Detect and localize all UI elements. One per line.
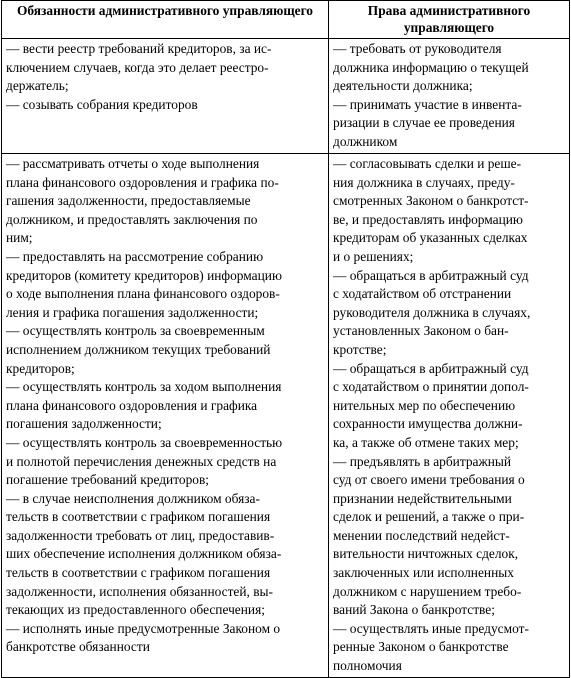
cell-text-line: должником с нарушением требо- xyxy=(333,583,522,599)
cell-text-line: деятельности должника; xyxy=(333,78,473,94)
cell-text-line: кротстве; xyxy=(333,341,387,357)
cell-text-line: должника информацию о текущей xyxy=(333,59,529,75)
cell-text-line: нительных мер по обеспечению xyxy=(333,397,516,413)
cell-text-line: погашения задолженности; xyxy=(6,416,162,432)
cell-text-line: ваний Закона о банкротстве; xyxy=(333,602,495,618)
cell-text-line: установленных Законом о бан- xyxy=(333,323,509,339)
cell-text-line: сохранности имущества должни- xyxy=(333,416,523,432)
cell-text-line: ризации в случае ее проведения xyxy=(333,115,515,131)
cell-text-line: и полнотой перечисления денежных средств на xyxy=(6,453,277,469)
cell-text-line: с ходатайством об отстранении xyxy=(333,286,512,302)
cell-text-line: — осуществлять контроль за своевременностью xyxy=(6,434,283,450)
cell-text-line: ления и графика погашения задолженности; xyxy=(6,304,259,320)
cell-text-line: — обращаться в арбитражный суд xyxy=(333,360,529,376)
cell-text-line: — осуществлять иные предусмот- xyxy=(333,620,529,636)
cell-text-line: менении последствий недейст- xyxy=(333,527,510,543)
cell-text-line: — предоставлять на рассмотрение собранию xyxy=(6,248,264,264)
cell-text-line: с ходатайством о принятии допол- xyxy=(333,379,529,395)
cell-text-line: плана финансового оздоровления и графика xyxy=(6,397,258,413)
cell-text-line: — в случае неисполнения должником обяза- xyxy=(6,490,260,506)
cell-text-line: тельств в соответствии с графиком погашения xyxy=(6,565,271,581)
cell-text-line: ших обеспечение исполнения должником обяза- xyxy=(6,546,282,562)
cell-text-line: кредиторов (комитету кредиторов) информацию xyxy=(6,267,282,283)
header-rights: Права административного управляющего xyxy=(329,1,570,39)
cell-text-line: кредиторам об указанных сделках xyxy=(333,230,528,246)
table-header-row xyxy=(2,1,570,39)
cell-text-line: признании недействительными xyxy=(333,490,512,506)
cell-text-line: должником xyxy=(333,133,398,149)
cell-text-line: — исполнять иные предусмотренные Законом о xyxy=(6,620,281,636)
cell-text-line: — требовать от руководителя xyxy=(333,41,502,56)
cell-text-line: ним; xyxy=(6,230,33,246)
cell-text-line: погашение требований кредиторов; xyxy=(6,472,210,488)
cell-text-line: — принимать участие в инвента- xyxy=(333,96,522,112)
cell-text-line: смотренных Законом о банкротст- xyxy=(333,193,529,209)
cell-text-line: руководителя должника в случаях, xyxy=(333,304,531,320)
cell-text-line: вительности ничтожных сделок, xyxy=(333,546,519,562)
cell-text-line: — предъявлять в арбитражный xyxy=(333,453,512,469)
cell-text-line: — созывать собрания кредиторов xyxy=(6,96,198,112)
duties-rights-table xyxy=(1,0,570,678)
cell-text-line: задолженности требовать от лиц, предоставив- xyxy=(6,527,275,543)
cell-text-line: банкротстве обязанности xyxy=(6,639,150,655)
cell-text-line: — согласовывать сделки и реше- xyxy=(333,156,522,171)
rights-cell xyxy=(329,154,570,678)
cell-text-line: ключением случаев, когда это делает реестро- xyxy=(6,59,269,75)
duties-cell xyxy=(2,39,329,154)
cell-text-line: ренные Законом о банкротстве xyxy=(333,639,509,655)
table-row xyxy=(2,39,570,154)
header-duties: Обязанности административного управляющего xyxy=(2,1,329,39)
cell-text-line: плана финансового оздоровления и графика по- xyxy=(6,174,279,190)
cell-text-line: задолженности, исполнения обязанностей, вы- xyxy=(6,583,274,599)
cell-text-line: — осуществлять контроль за ходом выполнения xyxy=(6,379,282,395)
cell-text-line: о ходе выполнения плана финансового оздоров- xyxy=(6,286,280,302)
cell-text-line: заключенных или исполненных xyxy=(333,565,514,581)
cell-text-line: суд от своего имени требования о xyxy=(333,472,525,488)
duties-cell xyxy=(2,154,329,678)
cell-text-line: — вести реестр требований кредиторов, за ис- xyxy=(6,41,272,56)
cell-text-line: — обращаться в арбитражный суд xyxy=(333,267,529,283)
rights-cell xyxy=(329,39,570,154)
cell-text-line: кредиторов; xyxy=(6,360,75,376)
cell-text-line: держатель; xyxy=(6,78,69,94)
cell-text-line: должником, и предоставлять заключения по xyxy=(6,211,258,227)
cell-text-line: ния должника в случаях, преду- xyxy=(333,174,515,190)
cell-text-line: ве, и предоставлять информацию xyxy=(333,211,523,227)
cell-text-line: сделок и решений, а также о при- xyxy=(333,509,525,525)
cell-text-line: и о решениях; xyxy=(333,248,414,264)
cell-text-line: полномочия xyxy=(333,658,402,674)
cell-text-line: текающих из предоставленного обеспечения; xyxy=(6,602,265,618)
cell-text-line: — рассматривать отчеты о ходе выполнения xyxy=(6,156,260,171)
cell-text-line: гашения задолженности, предоставляемые xyxy=(6,193,251,209)
cell-text-line: — осуществлять контроль за своевременным xyxy=(6,323,265,339)
table-row xyxy=(2,154,570,678)
cell-text-line: тельств в соответствии с графиком погашения xyxy=(6,509,271,525)
cell-text-line: исполнением должником текущих требований xyxy=(6,341,271,357)
cell-text-line: ка, а также об отмене таких мер; xyxy=(333,434,519,450)
